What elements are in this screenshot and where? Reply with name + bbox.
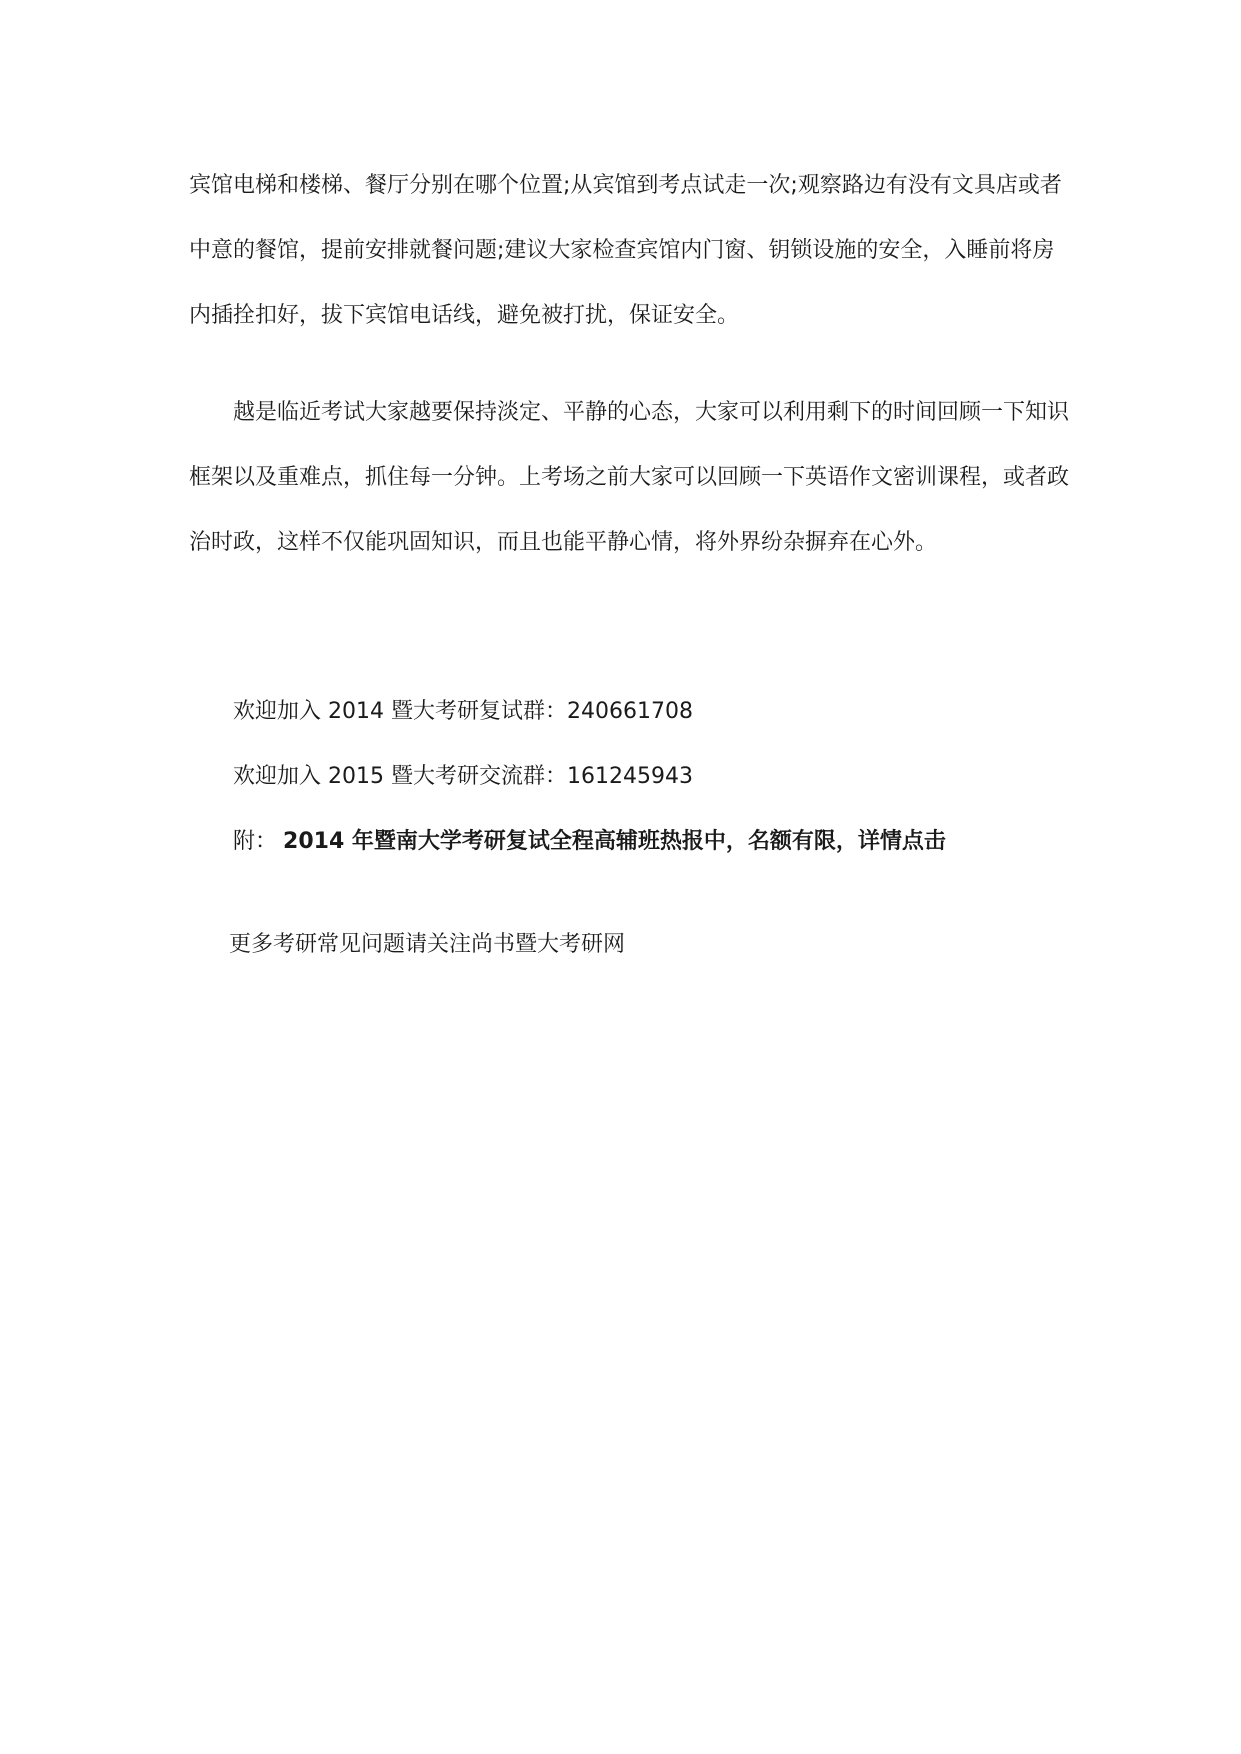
paragraph-line: 框架以及重难点，抓住每一分钟。上考场之前大家可以回顾一下英语作文密训课程，或者政 (189, 465, 1070, 490)
appendix-course-link[interactable]: 2014 年暨南大学考研复试全程高辅班热报中，名额有限，详情点击 (283, 829, 946, 854)
paragraph-hotel-safety (189, 153, 1069, 348)
footer-note: 更多考研常见问题请关注尚书暨大考研网 (229, 932, 626, 957)
paragraph-line: 中意的餐馆，提前安排就餐问题;建议大家检查宾馆内门窗、钥锁设施的安全，入睡前将房 (189, 238, 1055, 263)
appendix-prefix: 附： (233, 829, 278, 854)
qq-group-2014: 欢迎加入 2014 暨大考研复试群：240661708 (233, 699, 693, 724)
paragraph-stay-calm (189, 380, 1069, 575)
qq-group-2015: 欢迎加入 2015 暨大考研交流群：161245943 (233, 764, 693, 789)
paragraph-line: 内插拴扣好，拔下宾馆电话线，避免被打扰，保证安全。 (189, 303, 740, 328)
paragraph-line: 治时政，这样不仅能巩固知识，而且也能平静心情，将外界纷杂摒弃在心外。 (189, 530, 938, 555)
paragraph-line: 越是临近考试大家越要保持淡定、平静的心态，大家可以利用剩下的时间回顾一下知识 (233, 400, 1070, 425)
appendix-line (233, 827, 946, 857)
paragraph-line: 宾馆电梯和楼梯、餐厅分别在哪个位置;从宾馆到考点试走一次;观察路边有没有文具店或者 (189, 173, 1062, 198)
